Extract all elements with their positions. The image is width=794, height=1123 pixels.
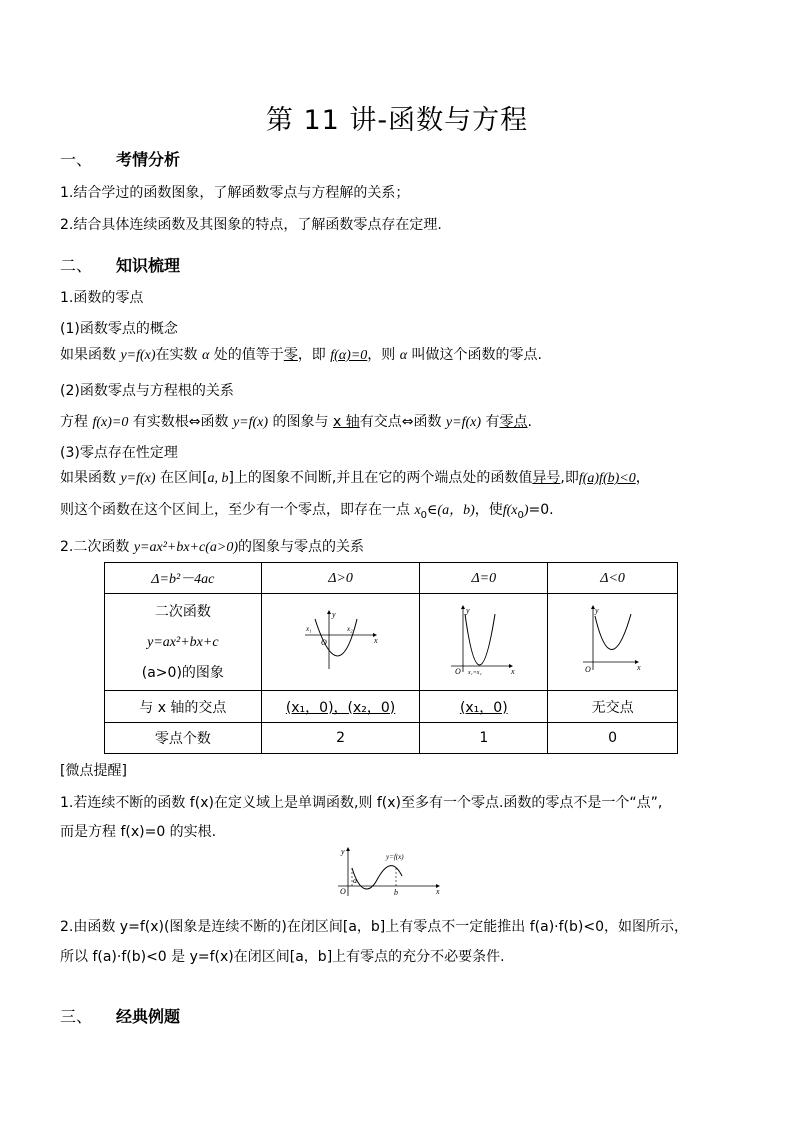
tips-label: [微点提醒]: [60, 763, 127, 779]
table-header-cell: Δ<0: [548, 563, 678, 594]
relation-text: 方程 f(x)=0 有实数根⇔函数 y=f(x) 的图象与 x 轴有交点⇔函数 y=f(x) 有零点.: [60, 414, 532, 430]
analysis-item-2: 2.结合具体连续函数及其图象的特点，了解函数零点存在定理.: [60, 217, 442, 233]
tip-2-line-1: 2.由函数 y=f(x)(图象是连续不断的)在闭区间[a，b]上有零点不一定能推出 f(a)·f(b)<0，如图所示，: [60, 919, 688, 935]
parabola-one-root-graph: [449, 604, 519, 676]
svg-text:a: a: [353, 876, 357, 885]
table-cell-label: 与 x 轴的交点: [105, 691, 262, 723]
tip-2-line-2: 所以 f(a)·f(b)<0 是 y=f(x)在闭区间[a，b]上有零点的充分不必要条件.: [60, 949, 505, 965]
svg-text:x: x: [373, 636, 378, 645]
tip-1-line-1: 1.若连续不断的函数 f(x)在定义域上是单调函数,则 f(x)至多有一个零点.函数的零点不是一个“点”,: [60, 795, 663, 811]
table-cell-value: 无交点: [548, 691, 678, 723]
section-heading-analysis: [60, 147, 180, 170]
table-cell-graph-label: 二次函数 y=ax²+bx+c (a>0)的图象: [105, 594, 262, 691]
svg-text:O: O: [340, 887, 346, 896]
concept-title: (1)函数零点的概念: [60, 321, 178, 337]
table-cell-value: 1: [420, 723, 548, 754]
table-row-count: [105, 723, 678, 754]
table-row-graph: [105, 594, 678, 691]
knowledge-heading-1: 1.函数的零点: [60, 290, 144, 306]
theorem-text-line-1: 如果函数 y=f(x) 在区间[a, b]上的图象不间断,并且在它的两个端点处的函数值异号,即f(a)f(b)<0，: [60, 470, 650, 486]
relation-title: (2)函数零点与方程根的关系: [60, 383, 234, 399]
knowledge-heading-2: 2.二次函数 y=ax²+bx+c(a>0)的图象与零点的关系: [60, 539, 364, 555]
svg-text:y: y: [341, 847, 345, 856]
svg-text:y: y: [594, 606, 599, 615]
section-title: 考情分析: [116, 150, 181, 169]
table-cell-graph-zero: [420, 594, 548, 691]
svg-text:x₁: x₁: [305, 625, 312, 633]
table-header-cell: Δ=0: [420, 563, 548, 594]
parabola-two-roots-graph: [301, 609, 381, 671]
table-header-cell: Δ>0: [261, 563, 420, 594]
svg-text:x: x: [636, 663, 641, 672]
table-cell-graph-positive: [261, 594, 420, 691]
section-number: 二、: [60, 256, 93, 275]
tip-1-line-2: 而是方程 f(x)=0 的实根.: [60, 824, 217, 840]
analysis-item-1: 1.结合学过的函数图象，了解函数零点与方程解的关系；: [60, 185, 410, 201]
zero-example-graph: [336, 846, 446, 898]
section-heading-knowledge: [60, 253, 180, 276]
svg-text:x₂: x₂: [346, 625, 353, 633]
table-header-cell: Δ=b²－4ac: [105, 563, 262, 594]
svg-text:b: b: [394, 888, 398, 897]
svg-text:O: O: [454, 667, 461, 676]
table-cell-value: 2: [261, 723, 420, 754]
table-row-intersections: [105, 691, 678, 723]
svg-text:y: y: [465, 606, 470, 615]
quadratic-zero-table: [104, 562, 678, 754]
section-heading-examples: [60, 1004, 180, 1027]
svg-text:x: x: [510, 667, 515, 676]
svg-text:O: O: [320, 638, 327, 647]
table-header-row: [105, 563, 678, 594]
section-title: 经典例题: [116, 1007, 181, 1026]
theorem-text-line-2: 则这个函数在这个区间上，至少有一个零点，即存在一点 $x_0\in(a$，b)，使$f(x_0)=0$.: [60, 502, 554, 521]
section-number: 一、: [60, 150, 93, 169]
parabola-no-root-graph: [581, 604, 645, 676]
svg-text:O: O: [584, 665, 591, 674]
page-title: 第 11 讲-函数与方程: [265, 105, 529, 136]
table-cell-value: 0: [548, 723, 678, 754]
concept-text: 如果函数 y=f(x)在实数 α 处的值等于零，即 f(α)=0，则 α 叫做这个函数的零点.: [60, 347, 542, 363]
section-title: 知识梳理: [116, 256, 181, 275]
table-cell-label: 零点个数: [105, 723, 262, 754]
svg-text:x: x: [436, 887, 440, 896]
svg-text:y: y: [331, 610, 336, 619]
theorem-title: (3)零点存在性定理: [60, 445, 178, 461]
table-cell-graph-negative: [548, 594, 678, 691]
section-number: 三、: [60, 1007, 93, 1026]
svg-text:x₁=x₂: x₁=x₂: [467, 670, 482, 676]
table-cell-value: (x₁，0): [420, 691, 548, 723]
table-cell-value: (x₁，0)，(x₂，0): [261, 691, 420, 723]
svg-text:y=f(x): y=f(x): [386, 853, 404, 861]
